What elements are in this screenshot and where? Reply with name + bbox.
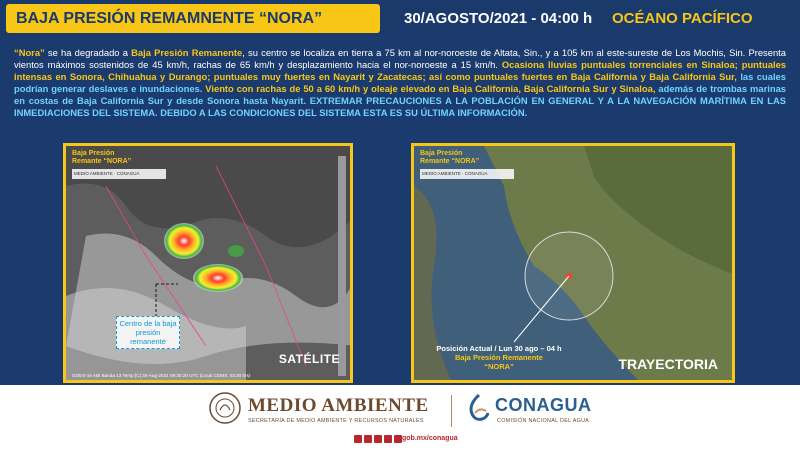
twitter-icon[interactable]	[364, 435, 372, 443]
website-link[interactable]: gob.mx/conagua	[402, 435, 458, 442]
social-icons	[354, 435, 402, 445]
map-logos: MEDIO AMBIENTE · CONAGUA	[420, 169, 514, 179]
map-logos: MEDIO AMBIENTE · CONAGUA	[72, 169, 166, 179]
waterspout-warning: además de trombas marinas en costas de Baja California Sur y desde Sonora hasta Nayarit.	[14, 83, 786, 106]
trajectory-label: TRAYECTORIA	[618, 356, 718, 372]
bulletin-part: , su centro se localiza en tierra a 75 km al nor-noroeste de Altata, Sin., y a 105 km al este-sureste de Los Mochis, Sin. Presenta vientos máximos sostenidos de 45 km/h, rachas de 65 km/h y desplazamiento hacia el nor-noroeste a 15 km/h.	[14, 47, 786, 70]
conagua-subtitle: COMISIÓN NACIONAL DEL AGUA	[497, 418, 590, 424]
medio-ambiente-subtitle: SECRETARÍA DE MEDIO AMBIENTE Y RECURSOS NATURALES	[248, 418, 424, 424]
trajectory-map-heading	[420, 150, 520, 179]
position-time: Posición Actual / Lun 30 ago – 04 h	[436, 344, 562, 353]
footer-divider	[451, 395, 452, 427]
footer	[0, 385, 800, 450]
bulletin-date: 30/AGOSTO/2021 - 04:00 h	[404, 10, 593, 27]
precaution-warning: EXTREMAR PRECAUCIONES A LA POBLACIÓN EN GENERAL Y A LA NAVEGACIÓN MARÍTIMA EN LAS INMEDIACIONES DEL SISTEMA. DEBIDO A LAS CONDICIONES DEL SISTEMA ESTA ES SU ÚLTIMA INFORMACIÓN.	[14, 95, 786, 118]
mexico-seal-icon	[208, 391, 242, 425]
conagua-logo-icon	[466, 393, 492, 423]
medio-ambiente-title: MEDIO AMBIENTE	[248, 395, 429, 416]
conagua-title: CONAGUA	[495, 395, 592, 415]
satellite-map-heading	[72, 150, 172, 179]
facebook-icon[interactable]	[354, 435, 362, 443]
youtube-icon[interactable]	[374, 435, 382, 443]
satellite-map	[63, 143, 353, 383]
trajectory-map	[411, 143, 735, 383]
map-heading-line: Remante “NORA”	[72, 158, 132, 165]
bulletin-part: se ha degradado a	[44, 47, 132, 58]
bulletin-title: BAJA PRESIÓN REMAMNENTE “NORA”	[6, 4, 380, 33]
satellite-label: SATÉLITE	[278, 352, 340, 366]
position-name: “NORA”	[484, 362, 514, 371]
current-position-label	[424, 344, 574, 371]
flickr-icon[interactable]	[394, 435, 402, 443]
satellite-caption: GOES-16 ABI Banda 13 Temp [C] 30-Aug-2021 09:30:20 UTC (Local CDMX: 03:30 hrs)	[72, 373, 251, 378]
bulletin-text	[14, 47, 786, 119]
rain-forecast: Ocasiona lluvias puntuales torrenciales en Sinaloa; puntuales intensas en Sonora, Chihuahua y Durango; puntuales muy fuertes en Nayarit y Zacatecas; así como puntuales fuertes en Baja California y Baja California Sur,	[14, 59, 787, 82]
map-heading-line: Baja Presión	[420, 150, 463, 157]
map-heading-line: Baja Presión	[72, 150, 115, 157]
storm-name: “Nora”	[14, 47, 45, 58]
header-bar	[0, 0, 800, 37]
map-heading-line: Remante “NORA”	[420, 158, 480, 165]
instagram-icon[interactable]	[384, 435, 392, 443]
ocean-label: OCÉANO PACÍFICO	[612, 10, 753, 27]
system-status: Baja Presión Remanente	[131, 47, 243, 58]
satellite-image	[66, 146, 353, 383]
position-system: Baja Presión Remanente	[455, 353, 543, 362]
hazard-warning: las cuales podrían generar deslaves e inundaciones.	[14, 71, 786, 94]
center-label: Centro de la baja presión remanente	[116, 316, 180, 349]
wind-forecast: Viento con rachas de 50 a 60 km/h y oleaje elevado en Baja California, Baja California Sur y Sinaloa,	[202, 83, 659, 94]
